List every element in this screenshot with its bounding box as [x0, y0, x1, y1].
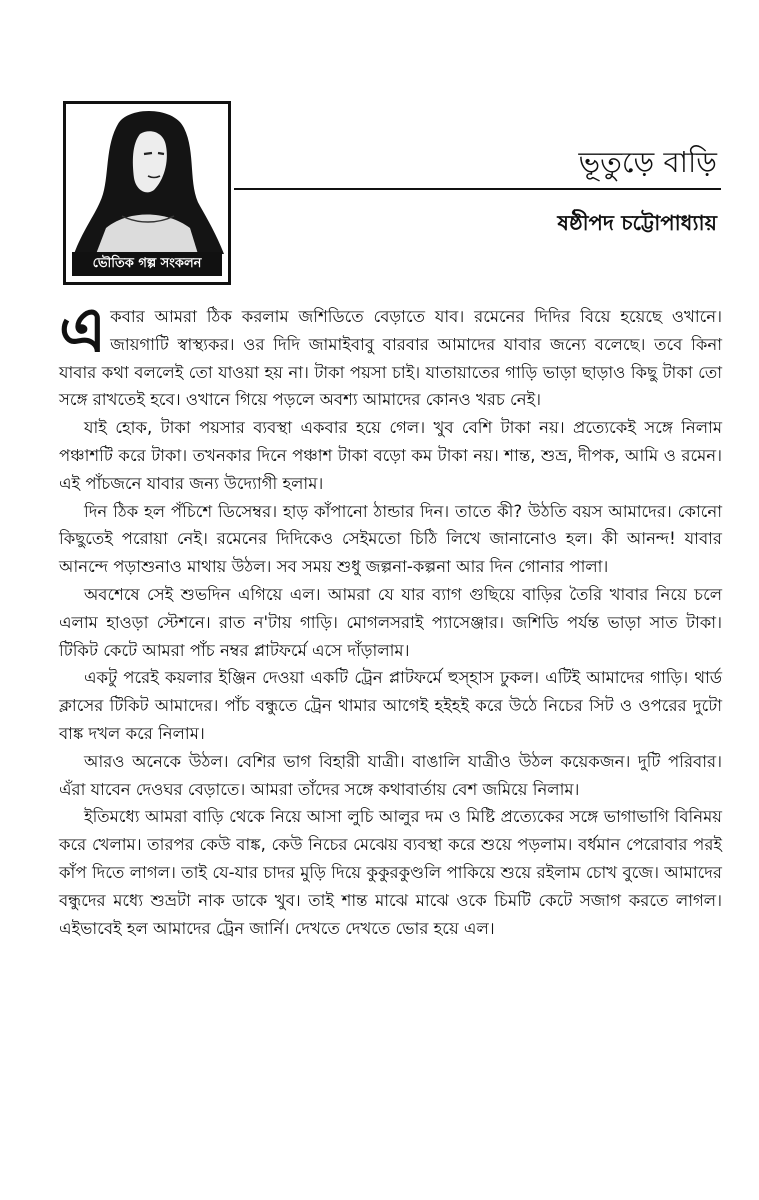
book-logo — [63, 101, 231, 285]
story-paragraph: আরও অনেকে উঠল। বেশির ভাগ বিহারী যাত্রী। বাঙালি যাত্রীও উঠল কয়েকজন। দুটি পরিবার। এঁরা যাবেন দেওঘর বেড়াতে। আমরা তাঁদের সঙ্গে কথাবার্তায় বেশ জমিয়ে নিলাম। — [59, 751, 722, 799]
story-paragraph: যাই হোক, টাকা পয়সার ব্যবস্থা একবার হয়ে গেল। খুব বেশি টাকা নয়। প্রত্যেকেই সঙ্গে নিলাম পঞ্চাশটি করে টাকা। তখনকার দিনে পঞ্চাশ টাকা বড়ো কম টাকা নয়। শান্ত, শুভ্র, দীপক, আমি ও রমেন। এই পাঁচজনে যাবার জন্য উদ্যোগী হলাম। — [59, 418, 722, 493]
story-paragraph — [59, 293, 722, 414]
story-title: ভূতুড়ে বাড়ি — [578, 145, 717, 179]
story-paragraph: ইতিমধ্যে আমরা বাড়ি থেকে নিয়ে আসা লুচি আলুর দম ও মিষ্টি প্রত্যেকের সঙ্গে ভাগাভাগি বিনিময় করে খেলাম। তারপর কেউ বাঙ্ক, কেউ নিচের মেঝেয় ব্যবস্থা করে শুয়ে পড়লাম। বর্ধমান পেরোবার পরই কাঁপ দিতে লাগল। তাই যে-যার চাদর মুড়ি দিয়ে কুকুরকুণ্ডলি পাকিয়ে শুয়ে রইলাম চোখ বুজে। আমাদের বন্ধুদের মধ্যে শুভ্রটা নাক ডাকে খুব। তাই শান্ত মাঝে মাঝে ওকে চিমটি কেটে সজাগ করতে লাগল। এইভাবেই হল আমাদের ট্রেন জার্নি। দেখতে দেখতে ভোর হয়ে এল। — [59, 807, 722, 938]
title-divider — [234, 188, 721, 190]
drop-cap: এ — [59, 293, 107, 366]
paragraph-text: কবার আমরা ঠিক করলাম জশিডিতে বেড়াতে যাব। রমেনের দিদির বিয়ে হয়েছে ওখানে। জায়গাটি স্বাস্থ্যকর। ওর দিদি জামাইবাবু বারবার আমাদের যাবার জন্যে বলেছে। তবে কিনা যাবার কথা বললেই তো যাওয়া হয় না। টাকা পয়সা চাই। যাতায়াতের গাড়ি ভাড়া ছাড়াও কিছু টাকা তো সঙ্গে রাখতেই হবে। ওখানে গিয়ে পড়লে অবশ্য আমাদের কোনও খরচ নেই। — [59, 307, 722, 410]
story-paragraph: একটু পরেই কয়লার ইঞ্জিন দেওয়া একটি ট্রেন প্লাটফর্মে হুস্হাস ঢুকল। এটিই আমাদের গাড়ি। থার্ড ক্লাসের টিকিট আমাদের। পাঁচ বন্ধুতে ট্রেন থামার আগেই হইহই করে উঠে নিচের সিট ও ওপরের দুটো বাঙ্ক দখল করে নিলাম। — [59, 668, 722, 743]
author-name: ষষ্ঠীপদ চট্টোপাধ্যায় — [557, 211, 717, 235]
story-body — [59, 293, 722, 942]
logo-caption: ভৌতিক গল্প সংকলন — [72, 252, 222, 276]
story-paragraph: অবশেষে সেই শুভদিন এগিয়ে এল। আমরা যে যার ব্যাগ গুছিয়ে বাড়ির তৈরি খাবার নিয়ে চলে এলাম হাওড়া স্টেশনে। রাত ন'টায় গাড়ি। মোগলসরাই প্যাসেঞ্জার। জশিডি পর্যন্ত ভাড়া সাত টাকা। টিকিট কেটে আমরা পাঁচ নম্বর প্লাটফর্মে এসে দাঁড়ালাম। — [59, 584, 722, 660]
woman-portrait-illustration — [66, 104, 228, 254]
story-paragraph: দিন ঠিক হল পঁচিশে ডিসেম্বর। হাড় কাঁপানো ঠান্ডার দিন। তাতে কী? উঠতি বয়স আমাদের। কোনো কিছুতেই পরোয়া নেই। রমেনের দিদিকেও সেইমতো চিঠি লিখে জানানোও হল। কী আনন্দ! যাবার আনন্দে পড়াশুনাও মাথায় উঠল। সব সময় শুধু জল্পনা-কল্পনা আর দিন গোনার পালা। — [59, 501, 722, 577]
